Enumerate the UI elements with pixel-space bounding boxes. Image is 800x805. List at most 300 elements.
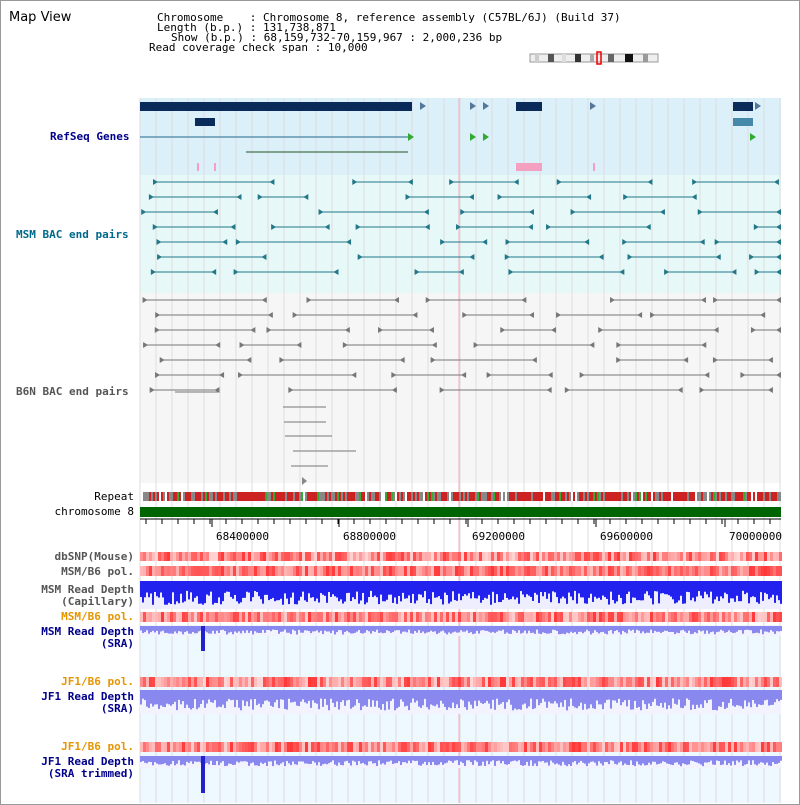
- polymorphism-cell: [485, 742, 488, 752]
- repeat-element: [701, 492, 703, 501]
- depth-bar: [632, 756, 634, 765]
- polymorphism-cell: [509, 552, 512, 561]
- polymorphism-cell: [464, 552, 467, 561]
- depth-bar: [508, 756, 510, 764]
- polymorphism-cell: [146, 552, 149, 561]
- depth-bar: [386, 626, 388, 630]
- depth-bar: [698, 690, 700, 708]
- depth-bar: [664, 626, 666, 631]
- polymorphism-cell: [539, 677, 542, 687]
- depth-bar: [454, 690, 456, 708]
- depth-bar: [594, 626, 596, 630]
- repeat-element: [195, 492, 197, 501]
- depth-bar: [214, 581, 216, 603]
- polymorphism-cell: [311, 612, 314, 622]
- depth-bar: [380, 690, 382, 710]
- depth-bar: [376, 756, 378, 766]
- polymorphism-cell: [659, 566, 662, 576]
- polymorphism-cell: [206, 566, 209, 576]
- polymorphism-cell: [635, 552, 638, 561]
- depth-bar: [442, 581, 444, 604]
- depth-bar: [404, 626, 406, 632]
- polymorphism-cell: [194, 742, 197, 752]
- depth-bar: [326, 626, 328, 632]
- depth-bar: [486, 690, 488, 701]
- depth-bar: [438, 626, 440, 633]
- depth-bar: [174, 626, 176, 631]
- depth-bar: [408, 690, 410, 710]
- polymorphism-cell: [686, 677, 689, 687]
- repeat-element: [381, 492, 383, 501]
- depth-bar: [320, 581, 322, 593]
- polymorphism-cell: [437, 566, 440, 576]
- polymorphism-cell: [494, 552, 497, 561]
- depth-bar: [696, 581, 698, 597]
- depth-bar: [446, 626, 448, 634]
- depth-bar: [208, 581, 210, 596]
- polymorphism-cell: [671, 566, 674, 576]
- depth-bar: [456, 626, 458, 633]
- depth-bar: [246, 756, 248, 762]
- polymorphism-cell: [299, 742, 302, 752]
- repeat-track[interactable]: [143, 492, 781, 501]
- depth-bar: [720, 581, 722, 596]
- polymorphism-cell: [551, 552, 554, 561]
- polymorphism-cell: [482, 742, 485, 752]
- polymorphism-cell: [317, 552, 320, 561]
- polymorphism-cell: [650, 566, 653, 576]
- depth-bar: [412, 581, 414, 594]
- ideogram-band: [575, 54, 581, 62]
- repeat-element: [405, 492, 407, 501]
- polymorphism-cell: [530, 566, 533, 576]
- polymorphism-cell: [167, 612, 170, 622]
- polymorphism-cell: [572, 677, 575, 687]
- depth-bar: [186, 581, 188, 591]
- polymorphism-cell: [350, 677, 353, 687]
- depth-bar: [434, 756, 436, 765]
- depth-bar: [172, 581, 174, 592]
- depth-bar: [704, 626, 706, 634]
- depth-bar: [330, 756, 332, 762]
- polymorphism-cell: [308, 612, 311, 622]
- polymorphism-cell: [338, 742, 341, 752]
- depth-bar: [610, 756, 612, 760]
- depth-bar: [246, 690, 248, 701]
- repeat-element: [501, 492, 503, 501]
- repeat-element: [143, 492, 145, 501]
- repeat-element: [385, 492, 387, 501]
- polymorphism-cell: [158, 742, 161, 752]
- depth-bar: [462, 626, 464, 632]
- depth-bar: [270, 581, 272, 599]
- polymorphism-cell: [611, 742, 614, 752]
- polymorphism-cell: [158, 677, 161, 687]
- depth-bar: [504, 626, 506, 634]
- depth-bar: [230, 756, 232, 764]
- polymorphism-cell: [473, 566, 476, 576]
- polymorphism-cell: [407, 612, 410, 622]
- polymorphism-cell: [593, 612, 596, 622]
- depth-bar: [574, 626, 576, 632]
- depth-bar: [310, 626, 312, 633]
- repeat-element: [511, 492, 513, 501]
- polymorphism-cell: [395, 566, 398, 576]
- depth-bar: [468, 690, 470, 702]
- polymorphism-cell: [152, 552, 155, 561]
- polymorphism-cell: [272, 677, 275, 687]
- axis-tick-label: 69200000: [472, 530, 525, 543]
- depth-bar: [672, 756, 674, 765]
- depth-bar: [738, 626, 740, 630]
- track-label-refseq[interactable]: RefSeq Genes: [50, 130, 130, 143]
- polymorphism-cell: [599, 612, 602, 622]
- depth-bar: [492, 756, 494, 760]
- depth-bar: [276, 756, 278, 764]
- repeat-element: [649, 492, 651, 501]
- depth-bar: [354, 690, 356, 705]
- repeat-element: [365, 492, 367, 501]
- track-label-jf1-depth-sra-1[interactable]: JF1 Read Depth: [41, 690, 134, 703]
- track-label-repeat[interactable]: Repeat: [94, 490, 134, 503]
- polymorphism-cell: [410, 612, 413, 622]
- depth-bar: [770, 690, 772, 705]
- depth-bar: [386, 756, 388, 762]
- depth-bar: [158, 581, 160, 598]
- polymorphism-cell: [542, 677, 545, 687]
- polymorphism-cell: [611, 612, 614, 622]
- polymorphism-cell: [587, 677, 590, 687]
- repeat-element: [395, 492, 397, 501]
- polymorphism-cell: [365, 742, 368, 752]
- track-label-msm-b6-pol[interactable]: MSM/B6 pol.: [61, 565, 134, 578]
- depth-bar: [234, 581, 236, 595]
- polymorphism-cell: [272, 552, 275, 561]
- track-label-dbsnp[interactable]: dbSNP(Mouse): [54, 550, 134, 563]
- polymorphism-cell: [470, 742, 473, 752]
- depth-bar: [728, 581, 730, 603]
- depth-bar: [186, 756, 188, 762]
- depth-bar: [714, 690, 716, 710]
- polymorphism-cell: [236, 677, 239, 687]
- depth-bar: [220, 581, 222, 604]
- polymorphism-cell: [686, 742, 689, 752]
- depth-bar: [152, 581, 154, 605]
- depth-bar: [284, 626, 286, 630]
- polymorphism-cell: [473, 742, 476, 752]
- repeat-element: [761, 492, 763, 501]
- polymorphism-cell: [284, 677, 287, 687]
- polymorphism-cell: [203, 612, 206, 622]
- polymorphism-cell: [326, 552, 329, 561]
- track-label-jf1-b6-pol-2[interactable]: JF1/B6 pol.: [61, 740, 134, 753]
- polymorphism-cell: [524, 742, 527, 752]
- depth-bar: [440, 756, 442, 762]
- polymorphism-cell: [440, 552, 443, 561]
- track-label-jf1-depth-trim-1[interactable]: JF1 Read Depth: [41, 755, 134, 768]
- depth-bar: [698, 581, 700, 591]
- polymorphism-cell: [524, 612, 527, 622]
- depth-bar: [464, 581, 466, 594]
- depth-bar: [612, 626, 614, 634]
- polymorphism-cell: [566, 566, 569, 576]
- polymorphism-cell: [404, 677, 407, 687]
- depth-bar: [346, 690, 348, 700]
- polymorphism-cell: [284, 552, 287, 561]
- polymorphism-cell: [521, 612, 524, 622]
- polymorphism-cell: [299, 552, 302, 561]
- polymorphism-cell: [416, 612, 419, 622]
- polymorphism-cell: [155, 612, 158, 622]
- depth-bar: [150, 690, 152, 704]
- depth-bar: [684, 626, 686, 631]
- polymorphism-cell: [167, 677, 170, 687]
- polymorphism-cell: [590, 566, 593, 576]
- polymorphism-cell: [215, 742, 218, 752]
- depth-bar: [642, 581, 644, 600]
- polymorphism-cell: [218, 742, 221, 752]
- polymorphism-cell: [416, 552, 419, 561]
- track-label-msm-depth-cap-1[interactable]: MSM Read Depth: [41, 583, 134, 596]
- polymorphism-cell: [746, 677, 749, 687]
- depth-bar: [404, 581, 406, 599]
- depth-bar: [516, 756, 518, 761]
- polymorphism-cell: [707, 566, 710, 576]
- depth-bar: [292, 581, 294, 593]
- polymorphism-cell: [377, 742, 380, 752]
- repeat-element: [765, 492, 767, 501]
- depth-bar: [582, 690, 584, 710]
- repeat-element: [685, 492, 687, 501]
- depth-bar: [496, 581, 498, 594]
- repeat-element: [779, 492, 781, 501]
- gene-tick: [593, 163, 595, 171]
- polymorphism-cell: [776, 742, 779, 752]
- polymorphism-cell: [479, 742, 482, 752]
- chromosome-ideogram[interactable]: [530, 52, 658, 64]
- polymorphism-cell: [701, 677, 704, 687]
- depth-bar: [538, 690, 540, 705]
- depth-bar: [532, 626, 534, 633]
- polymorphism-cell: [431, 552, 434, 561]
- depth-bar: [600, 756, 602, 763]
- polymorphism-cell: [425, 612, 428, 622]
- polymorphism-cell: [683, 552, 686, 561]
- repeat-element: [317, 492, 319, 501]
- polymorphism-cell: [455, 552, 458, 561]
- repeat-element: [623, 492, 625, 501]
- polymorphism-cell: [224, 566, 227, 576]
- polymorphism-cell: [293, 552, 296, 561]
- repeat-element: [375, 492, 377, 501]
- depth-bar: [490, 581, 492, 605]
- polymorphism-cell: [584, 552, 587, 561]
- depth-bar: [398, 626, 400, 630]
- depth-bar: [166, 626, 168, 633]
- depth-bar: [500, 690, 502, 704]
- depth-bar: [546, 756, 548, 762]
- depth-bar: [480, 581, 482, 603]
- depth-bar: [182, 581, 184, 603]
- depth-bar: [308, 581, 310, 593]
- polymorphism-cell: [332, 552, 335, 561]
- polymorphism-cell: [278, 612, 281, 622]
- depth-bar: [296, 626, 298, 634]
- polymorphism-cell: [647, 742, 650, 752]
- depth-bar: [294, 581, 296, 604]
- repeat-element: [279, 492, 281, 501]
- depth-bar: [192, 756, 194, 764]
- depth-bar: [522, 756, 524, 766]
- polymorphism-cell: [374, 612, 377, 622]
- polymorphism-cell: [524, 552, 527, 561]
- polymorphism-cell: [407, 566, 410, 576]
- depth-bar: [352, 626, 354, 633]
- depth-bar: [736, 690, 738, 705]
- repeat-element: [273, 492, 275, 501]
- depth-bar: [696, 626, 698, 633]
- depth-bar: [344, 626, 346, 632]
- repeat-element: [215, 492, 217, 501]
- depth-bar: [742, 690, 744, 709]
- polymorphism-cell: [248, 552, 251, 561]
- depth-bar: [716, 626, 718, 632]
- polymorphism-cell: [209, 612, 212, 622]
- repeat-element: [611, 492, 613, 501]
- depth-bar: [414, 626, 416, 631]
- depth-bar: [670, 581, 672, 597]
- depth-bar: [594, 581, 596, 597]
- polymorphism-cell: [641, 677, 644, 687]
- repeat-element: [225, 492, 227, 501]
- depth-bar: [472, 581, 474, 592]
- polymorphism-cell: [245, 742, 248, 752]
- polymorphism-cell: [314, 677, 317, 687]
- polymorphism-cell: [365, 566, 368, 576]
- depth-bar: [710, 690, 712, 700]
- polymorphism-cell: [212, 742, 215, 752]
- polymorphism-cell: [461, 612, 464, 622]
- polymorphism-cell: [620, 552, 623, 561]
- depth-bar: [344, 756, 346, 761]
- depth-bar: [326, 581, 328, 603]
- polymorphism-cell: [728, 552, 731, 561]
- repeat-element: [621, 492, 623, 501]
- depth-bar: [632, 581, 634, 597]
- polymorphism-cell: [695, 566, 698, 576]
- polymorphism-cell: [503, 552, 506, 561]
- repeat-element: [741, 492, 743, 501]
- polymorphism-cell: [632, 742, 635, 752]
- depth-bar: [642, 690, 644, 700]
- depth-bar: [216, 626, 218, 631]
- depth-bar: [170, 690, 172, 706]
- depth-bar: [212, 756, 214, 765]
- polymorphism-cell: [527, 677, 530, 687]
- depth-bar: [762, 690, 764, 705]
- track-label-msm-bac[interactable]: MSM BAC end pairs: [16, 228, 129, 241]
- depth-bar: [334, 626, 336, 634]
- depth-bar: [756, 756, 758, 765]
- depth-bar: [686, 690, 688, 698]
- depth-bar: [502, 690, 504, 702]
- polymorphism-cell: [140, 552, 143, 561]
- polymorphism-cell: [617, 566, 620, 576]
- depth-bar: [566, 581, 568, 604]
- depth-bar: [204, 581, 206, 603]
- depth-bar: [520, 756, 522, 765]
- polymorphism-cell: [554, 566, 557, 576]
- track-label-msm-depth-sra-1[interactable]: MSM Read Depth: [41, 625, 134, 638]
- depth-bar: [680, 626, 682, 630]
- depth-bar: [514, 626, 516, 631]
- repeat-element: [171, 492, 173, 501]
- polymorphism-cell: [587, 742, 590, 752]
- track-label-msm-b6-pol-2[interactable]: MSM/B6 pol.: [61, 610, 134, 623]
- depth-bar: [358, 581, 360, 604]
- polymorphism-cell: [197, 552, 200, 561]
- track-label-jf1-b6-pol[interactable]: JF1/B6 pol.: [61, 675, 134, 688]
- depth-bar: [744, 581, 746, 594]
- depth-bar: [494, 756, 496, 766]
- polymorphism-cell: [632, 552, 635, 561]
- polymorphism-cell: [395, 677, 398, 687]
- polymorphism-cell: [653, 566, 656, 576]
- repeat-element: [169, 492, 171, 501]
- depth-bar: [556, 756, 558, 763]
- depth-bar: [614, 626, 616, 631]
- repeat-element: [457, 492, 459, 501]
- repeat-element: [683, 492, 685, 501]
- polymorphism-cell: [623, 677, 626, 687]
- polymorphism-cell: [251, 612, 254, 622]
- depth-bar: [432, 690, 434, 705]
- polymorphism-cell: [446, 742, 449, 752]
- depth-bar: [356, 581, 358, 592]
- repeat-element: [603, 492, 605, 501]
- depth-bar: [582, 581, 584, 597]
- polymorphism-cell: [284, 612, 287, 622]
- polymorphism-cell: [503, 742, 506, 752]
- depth-bar: [738, 690, 740, 706]
- depth-bar: [328, 581, 330, 592]
- polymorphism-cell: [620, 566, 623, 576]
- chromosome-bar[interactable]: [140, 507, 781, 517]
- polymorphism-cell: [557, 677, 560, 687]
- depth-bar: [350, 690, 352, 709]
- depth-bar: [360, 690, 362, 710]
- depth-bar: [500, 626, 502, 631]
- depth-bar: [678, 756, 680, 764]
- polymorphism-cell: [323, 552, 326, 561]
- polymorphism-cell: [437, 677, 440, 687]
- polymorphism-cell: [383, 742, 386, 752]
- depth-bar: [262, 581, 264, 604]
- polymorphism-cell: [428, 552, 431, 561]
- depth-bar: [610, 581, 612, 592]
- polymorphism-cell: [386, 612, 389, 622]
- polymorphism-cell: [497, 677, 500, 687]
- polymorphism-cell: [467, 677, 470, 687]
- polymorphism-cell: [437, 552, 440, 561]
- depth-bar: [760, 756, 762, 762]
- polymorphism-cell: [545, 566, 548, 576]
- polymorphism-cell: [452, 612, 455, 622]
- depth-bar: [336, 756, 338, 766]
- depth-bar: [578, 756, 580, 763]
- track-label-b6n-bac[interactable]: B6N BAC end pairs: [16, 385, 129, 398]
- polymorphism-cell: [161, 677, 164, 687]
